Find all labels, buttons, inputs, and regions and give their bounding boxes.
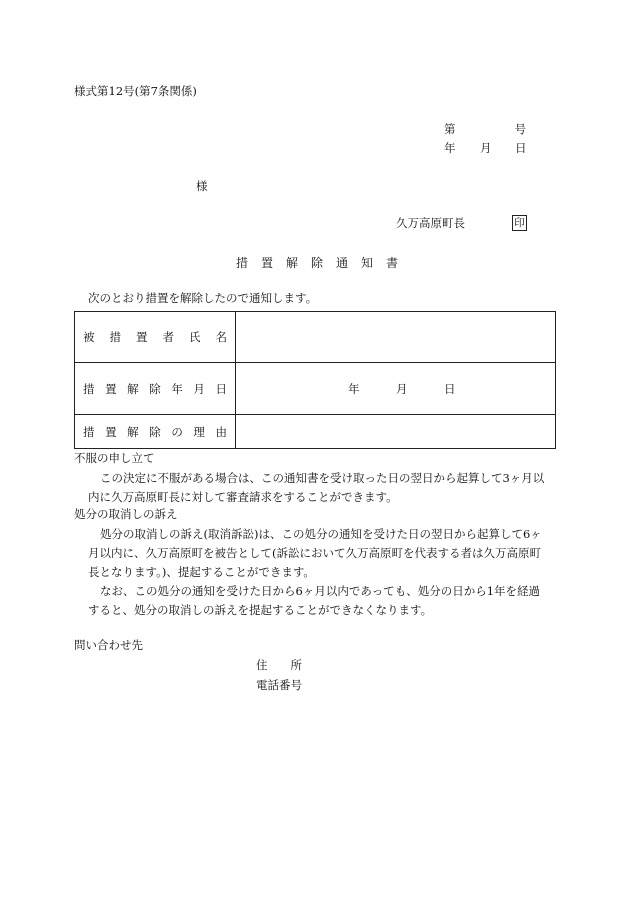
document-title: 措置解除通知書 (236, 256, 412, 270)
table-row (75, 415, 556, 449)
label-cell (75, 363, 236, 415)
label-char: 由 (215, 424, 227, 439)
appeal-line-1: この決定に不服がある場合は、この通知書を受け取った日の翌日から起算して3ヶ月以 (100, 471, 545, 485)
value-cell-reason (236, 415, 556, 449)
value-year: 年 (348, 382, 360, 396)
label-char: 除 (149, 424, 161, 439)
label-cell (75, 312, 236, 363)
seal-mark (512, 215, 527, 231)
label-char: 理 (193, 424, 205, 439)
value-cell-date (236, 363, 556, 415)
date-year: 年 (444, 141, 456, 155)
number-suffix: 号 (514, 122, 526, 136)
lawsuit-p1-line-3: 長となります。)、提起することができます。 (88, 565, 315, 579)
label-char: 日 (215, 381, 227, 396)
notice-table (74, 311, 556, 449)
lawsuit-p1-line-2: 月以内に、久万高原町を被告として(訴訟において久万高原町を代表する者は久万高原町 (88, 546, 541, 560)
label-char: 措 (83, 381, 95, 396)
number-prefix: 第 (444, 122, 456, 136)
seal-icon: 印 (512, 215, 527, 231)
label-char: 置 (105, 424, 117, 439)
address-label-char: 住 (256, 658, 268, 672)
lawsuit-p2-line-2: すると、処分の取消しの訴えを提起することができなくなります。 (88, 603, 433, 617)
label-char: 名 (215, 330, 227, 344)
label-char: 被 (83, 330, 95, 344)
address-label-char: 所 (290, 658, 302, 672)
table-row (75, 363, 556, 415)
row-label-name (83, 329, 227, 345)
value-month: 月 (396, 382, 408, 396)
form-number: 様式第12号(第7条関係) (74, 84, 197, 98)
table-row (75, 312, 556, 363)
document-number (444, 123, 526, 137)
lawsuit-p1-line-1: 処分の取消しの訴え(取消訴訟)は、この処分の通知を受けた日の翌日から起算して6ヶ (100, 527, 542, 541)
label-char: の (171, 424, 183, 439)
label-char: 置 (136, 330, 148, 344)
label-char: 者 (162, 330, 174, 344)
lawsuit-heading: 処分の取消しの訴え (74, 507, 178, 521)
contact-phone: 電話番号 (256, 678, 302, 692)
intro-text: 次のとおり措置を解除したので通知します。 (88, 291, 318, 305)
label-char: 月 (193, 381, 205, 396)
lawsuit-p2-line-1: なお、この処分の通知を受けた日から6ヶ月以内であっても、処分の日から1年を経過 (100, 584, 541, 598)
label-char: 氏 (189, 330, 201, 344)
label-char: 解 (127, 381, 139, 396)
value-cell-name (236, 312, 556, 363)
row-label-reason (83, 424, 227, 440)
issuer-name: 久万高原町長 (396, 216, 465, 230)
label-char: 年 (171, 381, 183, 396)
appeal-heading: 不服の申し立て (74, 451, 155, 465)
label-cell (75, 415, 236, 449)
value-day: 日 (444, 382, 456, 396)
label-char: 措 (83, 424, 95, 439)
date-month: 月 (480, 141, 492, 155)
row-label-date (83, 381, 227, 397)
label-char: 措 (109, 330, 121, 344)
label-char: 解 (127, 424, 139, 439)
addressee-honorific: 様 (196, 179, 208, 193)
date-day: 日 (515, 141, 527, 155)
appeal-line-2: 内に久万高原町長に対して審査請求をすることができます。 (88, 490, 398, 504)
contact-heading: 問い合わせ先 (74, 638, 143, 652)
label-char: 置 (105, 381, 117, 396)
label-char: 除 (149, 381, 161, 396)
contact-address (256, 659, 302, 673)
